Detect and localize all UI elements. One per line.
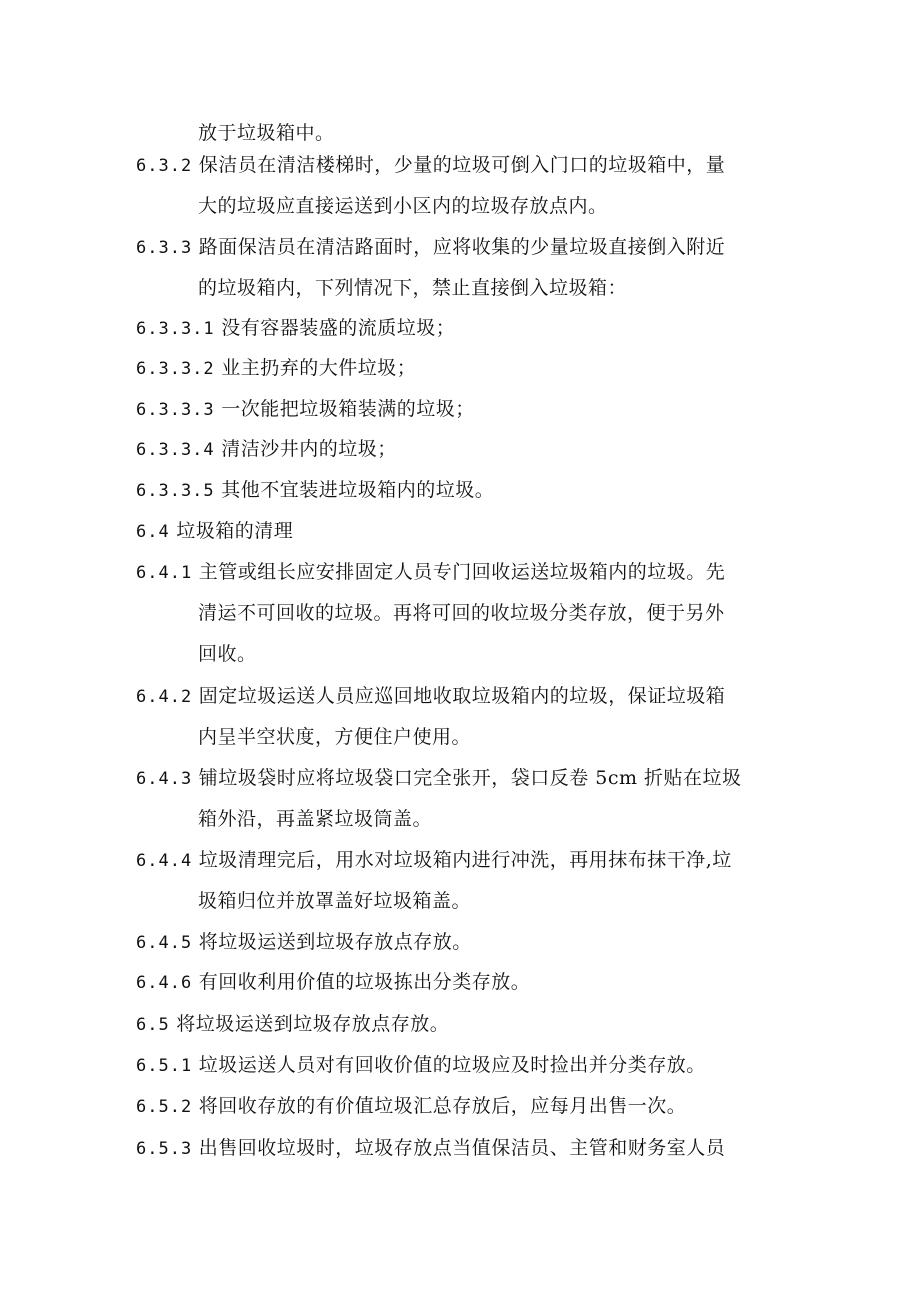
text-line	[198, 601, 725, 625]
numbered-item	[136, 437, 397, 462]
item-number: 6.3.3.3	[136, 400, 215, 420]
numbered-item	[136, 235, 725, 260]
numbered-item	[136, 970, 530, 995]
line-text: 内呈半空状度，方便住户使用。	[198, 726, 472, 748]
item-number: 6.3.3.5	[136, 481, 215, 501]
section-title: 垃圾箱的清理	[176, 520, 294, 542]
item-text: 有回收利用价值的垃圾拣出分类存放。	[198, 971, 531, 993]
section-heading	[136, 519, 293, 544]
item-text: 主管或组长应安排固定人员专门回收运送垃圾箱内的垃圾。先	[198, 561, 726, 583]
item-text: 清洁沙井内的垃圾；	[221, 438, 397, 460]
text-line	[198, 194, 608, 218]
item-text: 其他不宜装进垃圾箱内的垃圾。	[221, 479, 495, 501]
item-text: 路面保洁员在清洁路面时，应将收集的少量垃圾直接倒入附近	[198, 236, 726, 258]
item-text: 铺垃圾袋时应将垃圾袋口完全张开，袋口反卷 5cm 折贴在垃圾	[198, 767, 742, 789]
item-text: 没有容器装盛的流质垃圾；	[221, 317, 456, 339]
item-number: 6.4.4	[136, 851, 193, 871]
numbered-item	[136, 1094, 686, 1119]
line-text: 放于垃圾箱中。	[198, 122, 335, 144]
line-text: 回收。	[198, 643, 257, 665]
item-text: 一次能把垃圾箱装满的垃圾；	[221, 398, 475, 420]
item-number: 6.3.3.1	[136, 319, 215, 339]
item-text: 将回收存放的有价值垃圾汇总存放后，应每月出售一次。	[198, 1095, 687, 1117]
item-number: 6.3.3	[136, 238, 193, 258]
section-number: 6.5	[136, 1015, 170, 1035]
text-line	[198, 725, 471, 749]
numbered-item	[136, 684, 725, 709]
numbered-item	[136, 766, 742, 791]
text-line	[198, 889, 471, 913]
line-text: 清运不可回收的垃圾。再将可回的收垃圾分类存放，便于另外	[198, 602, 725, 624]
item-text: 出售回收垃圾时，垃圾存放点当值保洁员、主管和财务室人员	[198, 1137, 726, 1159]
item-text: 将垃圾运送到垃圾存放点存放。	[198, 931, 472, 953]
line-text: 大的垃圾应直接运送到小区内的垃圾存放点内。	[198, 195, 608, 217]
item-number: 6.3.2	[136, 156, 193, 176]
numbered-item	[136, 560, 725, 585]
section-heading	[136, 1012, 449, 1037]
section-title: 将垃圾运送到垃圾存放点存放。	[176, 1013, 450, 1035]
text-line	[198, 642, 257, 666]
item-text: 固定垃圾运送人员应巡回地收取垃圾箱内的垃圾，保证垃圾箱	[198, 685, 726, 707]
item-text: 业主扔弃的大件垃圾；	[221, 357, 417, 379]
text-line	[198, 276, 627, 300]
section-number: 6.4	[136, 522, 170, 542]
numbered-item	[136, 1136, 725, 1161]
item-number: 6.4.2	[136, 687, 193, 707]
item-text: 垃圾运送人员对有回收价值的垃圾应及时捡出并分类存放。	[198, 1054, 706, 1076]
item-text: 保洁员在清洁楼梯时，少量的垃圾可倒入门口的垃圾箱中，量	[198, 154, 726, 176]
item-number: 6.4.1	[136, 563, 193, 583]
numbered-item	[136, 397, 475, 422]
item-number: 6.5.2	[136, 1097, 193, 1117]
item-number: 6.3.3.4	[136, 440, 215, 460]
line-text: 的垃圾箱内，下列情况下，禁止直接倒入垃圾箱：	[198, 277, 628, 299]
numbered-item	[136, 316, 455, 341]
text-line	[198, 121, 335, 145]
numbered-item	[136, 478, 494, 503]
item-number: 6.3.3.2	[136, 359, 215, 379]
numbered-item	[136, 930, 472, 955]
line-text: 箱外沿，再盖紧垃圾筒盖。	[198, 808, 433, 830]
item-number: 6.5.3	[136, 1139, 193, 1159]
item-text: 垃圾清理完后，用水对垃圾箱内进行冲洗，再用抹布抹干净,垃	[198, 849, 732, 871]
numbered-item	[136, 848, 732, 873]
numbered-item	[136, 153, 725, 178]
item-number: 6.5.1	[136, 1056, 193, 1076]
item-number: 6.4.6	[136, 973, 193, 993]
item-number: 6.4.5	[136, 933, 193, 953]
numbered-item	[136, 1053, 706, 1078]
item-number: 6.4.3	[136, 769, 193, 789]
line-text: 圾箱归位并放罩盖好垃圾箱盖。	[198, 890, 472, 912]
text-line	[198, 807, 432, 831]
numbered-item	[136, 356, 416, 381]
